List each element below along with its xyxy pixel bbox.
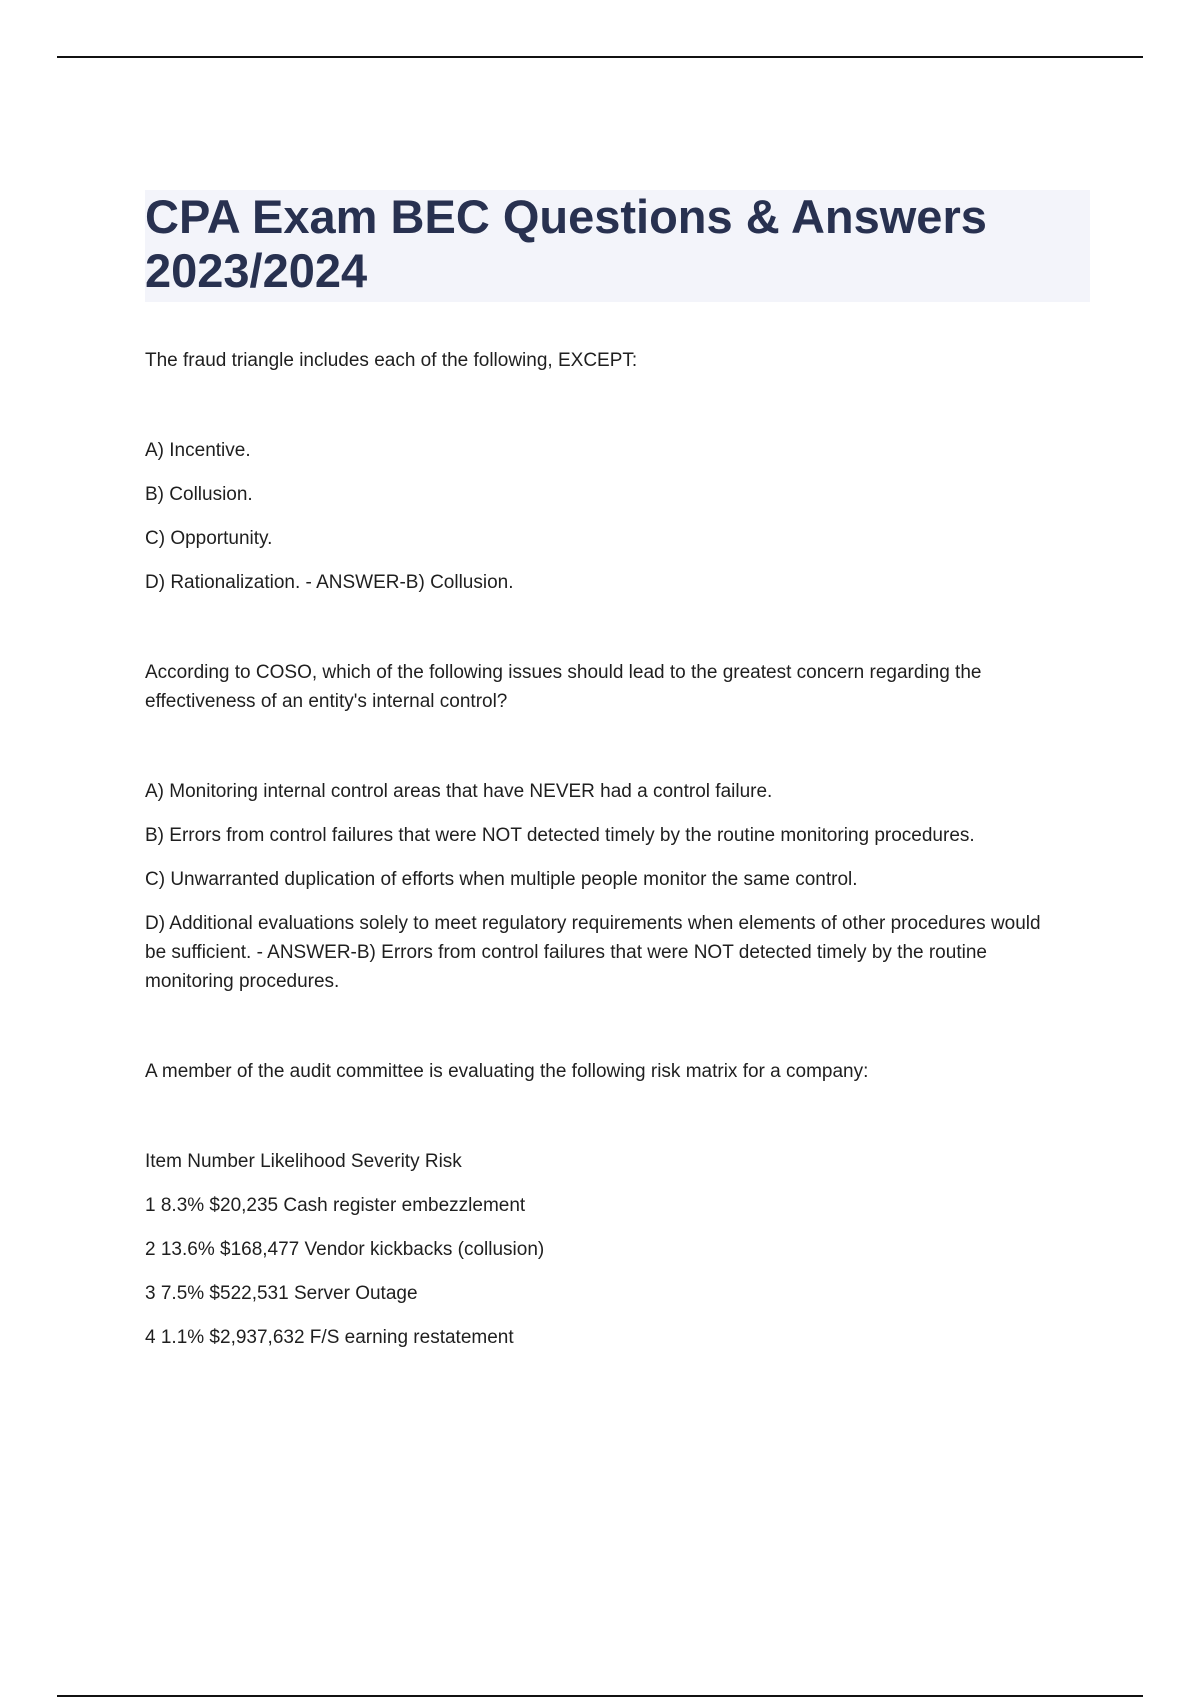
question-2-option-b: B) Errors from control failures that were NOT detected timely by the routine monitoring procedures. <box>145 825 975 846</box>
question-1-option-a: A) Incentive. <box>145 440 251 461</box>
question-2-option-c: C) Unwarranted duplication of efforts when multiple people monitor the same control. <box>145 869 858 890</box>
risk-matrix-row: 4 1.1% $2,937,632 F/S earning restatement <box>145 1327 514 1348</box>
risk-matrix-row: 3 7.5% $522,531 Server Outage <box>145 1283 418 1304</box>
risk-matrix-header: Item Number Likelihood Severity Risk <box>145 1151 462 1172</box>
question-2-option-a: A) Monitoring internal control areas that have NEVER had a control failure. <box>145 781 773 802</box>
question-1-option-c: C) Opportunity. <box>145 528 273 549</box>
bottom-rule <box>57 1695 1143 1697</box>
question-2-option-d-answer: D) Additional evaluations solely to meet regulatory requirements when elements of other procedures would be sufficient. - ANSWER-B) Errors from control failures that were NOT detected timely by the routine monitoring procedures. <box>145 913 1041 992</box>
question-1-option-b: B) Collusion. <box>145 484 253 505</box>
risk-matrix-row: 1 8.3% $20,235 Cash register embezzlement <box>145 1195 526 1216</box>
risk-matrix-row: 2 13.6% $168,477 Vendor kickbacks (collusion) <box>145 1239 545 1260</box>
question-1: The fraud triangle includes each of the following, EXCEPT: <box>145 350 638 371</box>
question-1-option-d-answer: D) Rationalization. - ANSWER-B) Collusion. <box>145 572 514 593</box>
top-rule <box>57 56 1143 58</box>
document-title: CPA Exam BEC Questions & Answers 2023/2024 <box>145 190 987 297</box>
question-2: According to COSO, which of the following issues should lead to the greatest concern regarding the effectiveness of an entity's internal control? <box>145 662 982 712</box>
question-3: A member of the audit committee is evaluating the following risk matrix for a company: <box>145 1061 869 1082</box>
document-body <box>145 346 1065 1367</box>
